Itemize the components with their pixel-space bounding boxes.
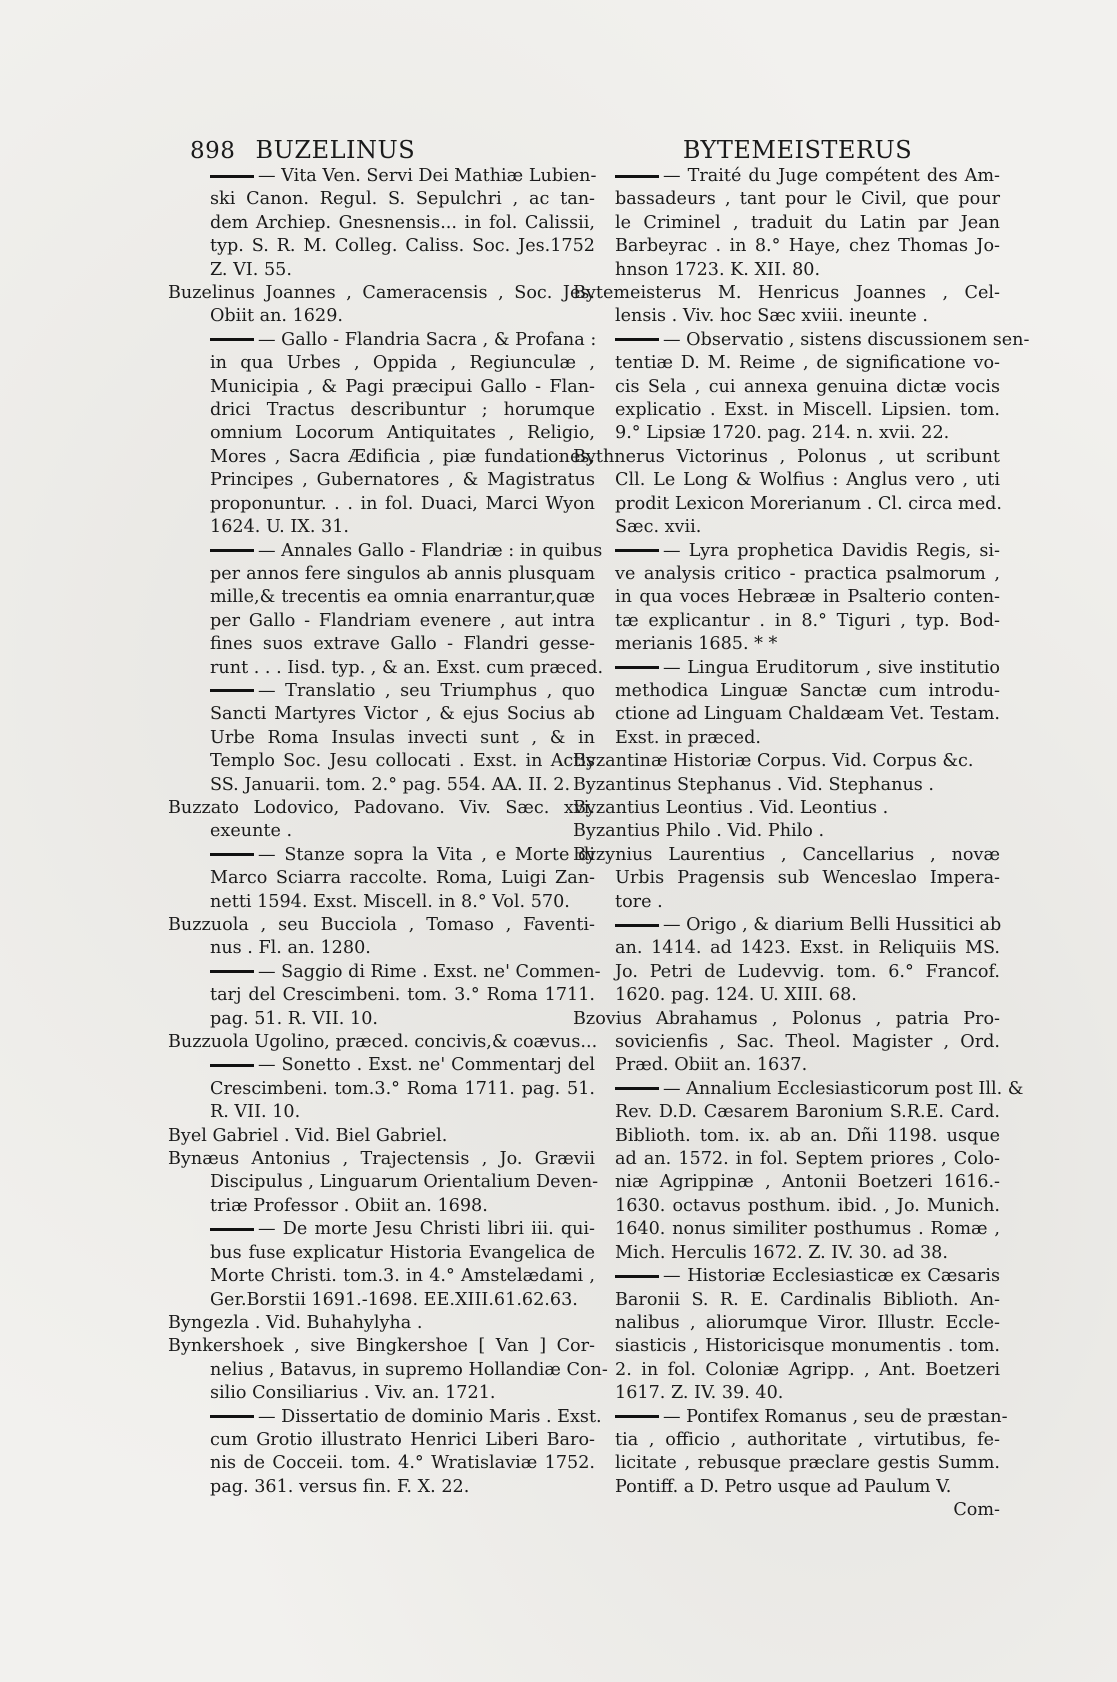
- line-text: Bynæus Antonius , Trajectensis , Jo. Grævii: [168, 1149, 595, 1170]
- text-line: [595, 235, 1000, 258]
- line-text: silio Consiliarius . Viv. an. 1721.: [210, 1383, 496, 1404]
- line-text: — Translatio , seu Triumphus , quo: [258, 680, 595, 701]
- ditto-dash: [210, 970, 254, 973]
- line-text: drici Tractus describuntur ; horumque: [210, 400, 595, 421]
- text-line: [595, 469, 1000, 492]
- line-text: — Saggio di Rime . Exst. ne' Commen-: [258, 961, 601, 982]
- text-line: [190, 610, 595, 633]
- line-text: Mich. Herculis 1672. Z. IV. 30. ad 38.: [615, 1242, 948, 1263]
- line-text: Byel Gabriel . Vid. Biel Gabriel.: [168, 1125, 448, 1146]
- text-line: [190, 305, 595, 328]
- text-line: [573, 797, 1000, 820]
- text-line: [595, 563, 1000, 586]
- line-text: 1620. pag. 124. U. XIII. 68.: [615, 985, 857, 1006]
- text-line: [595, 984, 1000, 1007]
- text-line: [595, 540, 1000, 563]
- line-text: omnium Locorum Antiquitates , Religio,: [210, 423, 595, 444]
- line-text: typ. S. R. M. Colleg. Caliss. Soc. Jes.1752: [210, 236, 595, 257]
- line-text: ve analysis critico - practica psalmorum ,: [615, 563, 1000, 584]
- line-text: licitate , rebusque præclare gestis Summ.: [615, 1453, 1000, 1474]
- line-text: — Sonetto . Exst. ne' Commentarj del: [258, 1055, 595, 1076]
- line-text: nelius , Batavus, in supremo Hollandiæ Con-: [210, 1359, 608, 1380]
- line-text: tarj del Crescimbeni. tom. 3.° Roma 1711.: [210, 985, 595, 1006]
- line-text: tia , officio , authoritate , virtutibus, fe-: [615, 1429, 1000, 1450]
- left-header-word: BUZELINUS: [255, 136, 416, 164]
- line-text: Principes , Gubernatores , & Magistratus: [210, 470, 595, 491]
- text-line: [595, 305, 1000, 328]
- line-text: — Stanze sopra la Vita , e Morte di: [258, 844, 595, 865]
- text-line: [190, 1054, 595, 1077]
- text-line: [595, 914, 1000, 937]
- line-text: Biblioth. tom. ix. ab an. Dñi 1198. usque: [615, 1125, 1000, 1146]
- line-text: Urbe Roma Insulas invecti sunt , & in: [210, 727, 595, 748]
- text-line: [190, 1101, 595, 1124]
- line-text: Byzynius Laurentius , Cancellarius , novæ: [573, 844, 1000, 865]
- right-header-word: BYTEMEISTERUS: [682, 136, 913, 164]
- ditto-dash: [615, 666, 659, 669]
- left-running-header: [190, 135, 595, 165]
- line-text: in qua Urbes , Oppida , Regiunculæ ,: [210, 353, 595, 374]
- line-text: cis Sela , cui annexa genuina dictæ vocis: [615, 376, 1000, 397]
- line-text: tæ explicantur . in 8.° Tiguri , typ. Bod-: [615, 610, 1000, 631]
- line-text: merianis 1685. * *: [615, 634, 778, 655]
- text-line: [190, 563, 595, 586]
- line-text: proponuntur. . . in fol. Duaci, Marci Wyon: [210, 493, 595, 514]
- text-line: [595, 1078, 1024, 1101]
- text-line: [190, 1195, 595, 1218]
- left-column: [168, 135, 608, 1499]
- text-line: [190, 1382, 595, 1405]
- line-text: — De morte Jesu Christi libri iii. qui-: [258, 1219, 595, 1240]
- text-line: [595, 188, 1000, 211]
- line-text: — Annales Gallo - Flandriæ : in quibus: [258, 540, 603, 561]
- text-line: [573, 282, 1000, 305]
- line-text: le Criminel , traduit du Latin par Jean: [615, 212, 1000, 233]
- line-text: Sancti Martyres Victor , & ejus Socius ab: [210, 704, 595, 725]
- line-text: runt . . . Iisd. typ. , & an. Exst. cum præced.: [210, 657, 604, 678]
- text-line: [168, 1125, 595, 1148]
- text-line: [190, 703, 595, 726]
- text-line: [190, 493, 595, 516]
- text-line: [190, 376, 595, 399]
- line-text: pag. 361. versus fin. F. X. 22.: [210, 1476, 470, 1497]
- line-text: sovicienfis , Sac. Theol. Magister , Ord.: [615, 1032, 1000, 1053]
- right-running-header: [595, 135, 1000, 165]
- text-line: [190, 727, 595, 750]
- line-text: — Vita Ven. Servi Dei Mathiæ Lubien-: [258, 166, 597, 186]
- text-line: [190, 469, 595, 492]
- text-line: [573, 820, 1000, 843]
- text-line: [595, 891, 1000, 914]
- line-text: siasticis , Historicisque monumentis . tom.: [615, 1336, 1000, 1357]
- text-line: [595, 1429, 1000, 1452]
- ditto-dash: [615, 924, 659, 927]
- text-line: [190, 259, 595, 282]
- text-line: [595, 657, 1000, 680]
- text-line: [595, 703, 1000, 726]
- text-line: [595, 1265, 1000, 1288]
- line-text: netti 1594. Exst. Miscell. in 8.° Vol. 570.: [210, 891, 570, 912]
- text-line: [595, 1171, 1000, 1194]
- text-line: [190, 774, 595, 797]
- line-text: bassadeurs , tant pour le Civil, que pour: [615, 189, 1000, 210]
- line-text: Ger.Borstii 1691.-1698. EE.XIII.61.62.63.: [210, 1289, 578, 1310]
- text-line: [190, 446, 595, 469]
- line-text: exeunte .: [210, 821, 293, 842]
- line-text: ad an. 1572. in fol. Septem priores , Colo-: [615, 1149, 1000, 1170]
- line-text: Byngezla . Vid. Buhahylyha .: [168, 1312, 423, 1333]
- text-line: [595, 516, 1000, 539]
- text-line: [190, 422, 595, 445]
- line-text: SS. Januarii. tom. 2.° pag. 554. AA. II. 2.: [210, 774, 571, 795]
- text-line: [573, 1008, 1000, 1031]
- ditto-dash: [210, 1064, 254, 1067]
- text-line: [595, 1054, 1000, 1077]
- text-line: [168, 1312, 595, 1335]
- ditto-dash: [615, 338, 659, 341]
- line-text: 2. in fol. Coloniæ Agripp. , Ant. Boetzeri: [615, 1359, 1000, 1380]
- line-text: — Traité du Juge compétent des Am-: [663, 166, 1000, 186]
- line-text: per annos fere singulos ab annis plusquam: [210, 563, 595, 584]
- line-text: cum Grotio illustrato Henrici Liberi Baro-: [210, 1429, 595, 1450]
- text-line: [595, 1406, 1008, 1429]
- line-text: Discipulus , Linguarum Orientalium Deven-: [210, 1172, 599, 1193]
- text-line: [168, 1335, 595, 1358]
- line-text: 9.° Lipsiæ 1720. pag. 214. n. xvii. 22.: [615, 423, 950, 444]
- text-line: [595, 1312, 1000, 1335]
- text-line: [190, 1008, 595, 1031]
- line-text: nus . Fl. an. 1280.: [210, 938, 371, 959]
- line-text: fines suos extrave Gallo - Flandri gesse-: [210, 634, 595, 655]
- text-line: [190, 1265, 595, 1288]
- text-line: [573, 446, 1000, 469]
- text-line: [595, 1195, 1000, 1218]
- line-text: Pontiff. a D. Petro usque ad Paulum V.: [615, 1476, 952, 1497]
- text-line: [595, 680, 1000, 703]
- line-text: — Lyra prophetica Davidis Regis, si-: [663, 540, 1000, 561]
- line-text: in qua voces Hebrææ in Psalterio conten-: [615, 587, 1000, 608]
- ditto-dash: [615, 175, 659, 178]
- text-line: [573, 750, 1000, 773]
- line-text: 1630. octavus posthum. ibid. , Jo. Munich.: [615, 1195, 1000, 1216]
- text-line: [595, 586, 1000, 609]
- line-text: tore .: [615, 891, 663, 912]
- line-text: Z. VI. 55.: [210, 259, 292, 280]
- text-line: [190, 516, 595, 539]
- text-line: [595, 259, 1000, 282]
- line-text: Obiit an. 1629.: [210, 306, 343, 327]
- line-text: Bynkershoek , sive Bingkershoe [ Van ] Cor-: [168, 1336, 595, 1357]
- ditto-dash: [210, 1415, 254, 1418]
- text-line: [190, 984, 595, 1007]
- line-text: — Pontifex Romanus , seu de præstan-: [663, 1406, 1008, 1427]
- text-line: [190, 937, 595, 960]
- text-line: [595, 867, 1000, 890]
- text-line: [190, 1406, 602, 1429]
- text-line: [190, 1218, 595, 1241]
- text-line: [573, 844, 1000, 867]
- line-text: R. VII. 10.: [210, 1102, 301, 1123]
- line-text: Byzantinæ Historiæ Corpus. Vid. Corpus &c.: [573, 751, 974, 772]
- line-text: explicatio . Exst. in Miscell. Lipsien. tom.: [615, 400, 1000, 421]
- ditto-dash: [210, 549, 254, 552]
- line-text: Cll. Le Long & Wolfius : Anglus vero , uti: [615, 470, 1000, 491]
- text-line: [595, 493, 1000, 516]
- catchword: Com-: [953, 1500, 1000, 1521]
- line-text: Urbis Pragensis sub Wenceslao Impera-: [615, 868, 1000, 889]
- text-line: [190, 352, 595, 375]
- text-line: [190, 844, 595, 867]
- text-line: [190, 961, 601, 984]
- ditto-dash: [210, 689, 254, 692]
- line-text: bus fuse explicatur Historia Evangelica de: [210, 1242, 595, 1263]
- line-text: — Observatio , sistens discussionem sen-: [663, 329, 1030, 350]
- ditto-dash: [615, 549, 659, 552]
- text-line: [190, 1242, 595, 1265]
- text-line: [595, 329, 1030, 352]
- text-line: [190, 1171, 599, 1194]
- ditto-dash: [615, 1275, 659, 1278]
- text-line: [190, 188, 595, 211]
- right-column: [573, 135, 1030, 1523]
- line-text: ctione ad Linguam Chaldæam Vet. Testam.: [615, 704, 1000, 725]
- line-text: Byzantius Philo . Vid. Philo .: [573, 821, 825, 842]
- line-text: 1624. U. IX. 31.: [210, 517, 349, 538]
- text-line: [168, 282, 595, 305]
- line-text: Præd. Obiit an. 1637.: [615, 1055, 808, 1076]
- text-line: [595, 376, 1000, 399]
- line-text: per Gallo - Flandriam evenere , aut intra: [210, 610, 595, 631]
- line-text: Buzzuola Ugolino, præced. concivis,& coævus...: [168, 1032, 598, 1053]
- line-text: Rev. D.D. Cæsarem Baronium S.R.E. Card.: [615, 1102, 1000, 1123]
- text-line: [190, 891, 595, 914]
- line-text: Jo. Petri de Ludevvig. tom. 6.° Francof.: [615, 961, 1000, 982]
- text-line: [595, 727, 1000, 750]
- text-line: [595, 1101, 1000, 1124]
- line-text: Crescimbeni. tom.3.° Roma 1711. pag. 51.: [210, 1078, 595, 1099]
- ditto-dash: [615, 1087, 659, 1090]
- line-text: 1617. Z. IV. 39. 40.: [615, 1383, 784, 1404]
- line-text: Bythnerus Victorinus , Polonus , ut scribunt: [573, 446, 1000, 467]
- line-text: Baronii S. R. E. Cardinalis Biblioth. An-: [615, 1289, 1000, 1310]
- line-text: Byzantinus Stephanus . Vid. Stephanus .: [573, 774, 934, 795]
- line-text: methodica Linguæ Sanctæ cum introdu-: [615, 680, 1000, 701]
- text-line: [190, 1476, 595, 1499]
- text-line: [168, 914, 595, 937]
- line-text: ski Canon. Regul. S. Sepulchri , ac tan-: [210, 189, 595, 210]
- line-text: tentiæ D. M. Reime , de significatione vo-: [615, 353, 1000, 374]
- text-line: [190, 1289, 595, 1312]
- line-text: dem Archiep. Gnesnensis... in fol. Calissii,: [210, 212, 595, 233]
- text-line: [190, 680, 595, 703]
- line-text: Mores , Sacra Ædificia , piæ fundationes,: [210, 446, 595, 467]
- line-text: — Lingua Eruditorum , sive institutio: [663, 657, 1000, 678]
- line-text: nalibus , aliorumque Viror. Illustr. Eccle-: [615, 1312, 1000, 1333]
- text-line: [595, 1148, 1000, 1171]
- text-line: [595, 212, 1000, 235]
- line-text: — Gallo - Flandria Sacra , & Profana :: [258, 329, 597, 350]
- line-text: — Origo , & diarium Belli Hussitici ab: [663, 915, 1002, 935]
- ditto-dash: [210, 1228, 254, 1231]
- ditto-dash: [210, 338, 254, 341]
- text-line: [190, 212, 595, 235]
- text-line: [595, 165, 1000, 188]
- text-line: [190, 633, 595, 656]
- line-text: Sæc. xvii.: [615, 517, 702, 538]
- text-line: [595, 1476, 1000, 1499]
- line-text: nis de Cocceii. tom. 4.° Wratislaviæ 1752.: [210, 1453, 595, 1474]
- text-line: [168, 1148, 595, 1171]
- text-line: [573, 774, 1000, 797]
- text-line: [190, 1078, 595, 1101]
- text-line: [190, 586, 595, 609]
- ditto-dash: [210, 853, 254, 856]
- text-line: [595, 352, 1000, 375]
- text-line: [190, 867, 595, 890]
- line-text: Municipia , & Pagi præcipui Gallo - Flan-: [210, 376, 595, 397]
- text-line: [190, 165, 595, 188]
- line-text: Bzovius Abrahamus , Polonus , patria Pro-: [573, 1008, 1000, 1029]
- line-text: Morte Christi. tom.3. in 4.° Amstelædami ,: [210, 1266, 595, 1287]
- line-text: — Historiæ Ecclesiasticæ ex Cæsaris: [663, 1266, 1000, 1287]
- text-line: [595, 961, 1000, 984]
- ditto-dash: [210, 175, 254, 178]
- text-line: [595, 422, 1000, 445]
- line-text: Byzantius Leontius . Vid. Leontius .: [573, 797, 889, 818]
- line-text: Buzzuola , seu Bucciola , Tomaso , Faventi-: [168, 915, 595, 935]
- text-line: [595, 1452, 1000, 1475]
- line-text: Marco Sciarra raccolte. Roma, Luigi Zan-: [210, 868, 595, 889]
- text-line: [595, 937, 1000, 960]
- text-line: [595, 1218, 1000, 1241]
- text-line: [190, 657, 604, 680]
- line-text: Templo Soc. Jesu collocati . Exst. in Actis: [210, 751, 595, 772]
- text-line: [595, 399, 1000, 422]
- text-line: [595, 1289, 1000, 1312]
- text-line: [168, 797, 595, 820]
- text-line: [190, 750, 595, 773]
- line-text: hnson 1723. K. XII. 80.: [615, 259, 821, 280]
- text-line: [190, 820, 595, 843]
- text-line: [595, 1031, 1000, 1054]
- line-text: prodit Lexicon Morerianum . Cl. circa med.: [615, 493, 1002, 514]
- line-text: Buzelinus Joannes , Cameracensis , Soc. Jes.: [168, 283, 595, 304]
- text-line: [595, 633, 1000, 656]
- line-text: niæ Agrippinæ , Antonii Boetzeri 1616.-: [615, 1172, 1000, 1193]
- text-line: [595, 1125, 1000, 1148]
- line-text: Exst. in præced.: [615, 727, 761, 748]
- ditto-dash: [615, 1415, 659, 1418]
- line-text: an. 1414. ad 1423. Exst. in Reliquiis MS.: [615, 938, 1000, 959]
- text-line: [190, 1452, 595, 1475]
- text-line: [190, 399, 595, 422]
- text-line: [595, 1242, 1000, 1265]
- line-text: — Dissertatio de dominio Maris . Exst.: [258, 1406, 602, 1427]
- text-line: [595, 1335, 1000, 1358]
- text-line: [595, 1359, 1000, 1382]
- line-text: triæ Professor . Obiit an. 1698.: [210, 1195, 488, 1216]
- text-line: [168, 1031, 598, 1054]
- line-text: lensis . Viv. hoc Sæc xviii. ineunte .: [615, 306, 928, 327]
- text-line: [190, 1429, 595, 1452]
- text-line: [190, 1359, 608, 1382]
- text-line: [595, 1382, 1000, 1405]
- line-text: Buzzato Lodovico, Padovano. Viv. Sæc. xvi.: [168, 797, 595, 818]
- page-number: 898: [190, 138, 236, 164]
- text-line: [190, 235, 595, 258]
- text-line: [190, 540, 603, 563]
- line-text: pag. 51. R. VII. 10.: [210, 1008, 378, 1029]
- text-line: [190, 329, 595, 352]
- line-text: Bytemeisterus M. Henricus Joannes , Cel-: [573, 283, 1000, 304]
- line-text: — Annalium Ecclesiasticorum post Ill. &: [663, 1078, 1024, 1099]
- line-text: 1640. nonus similiter posthumus . Romæ ,: [615, 1219, 1000, 1240]
- text-line: [595, 610, 1000, 633]
- line-text: Barbeyrac . in 8.° Haye, chez Thomas Jo-: [615, 236, 1000, 257]
- line-text: mille,& trecentis ea omnia enarrantur,quæ: [210, 587, 595, 608]
